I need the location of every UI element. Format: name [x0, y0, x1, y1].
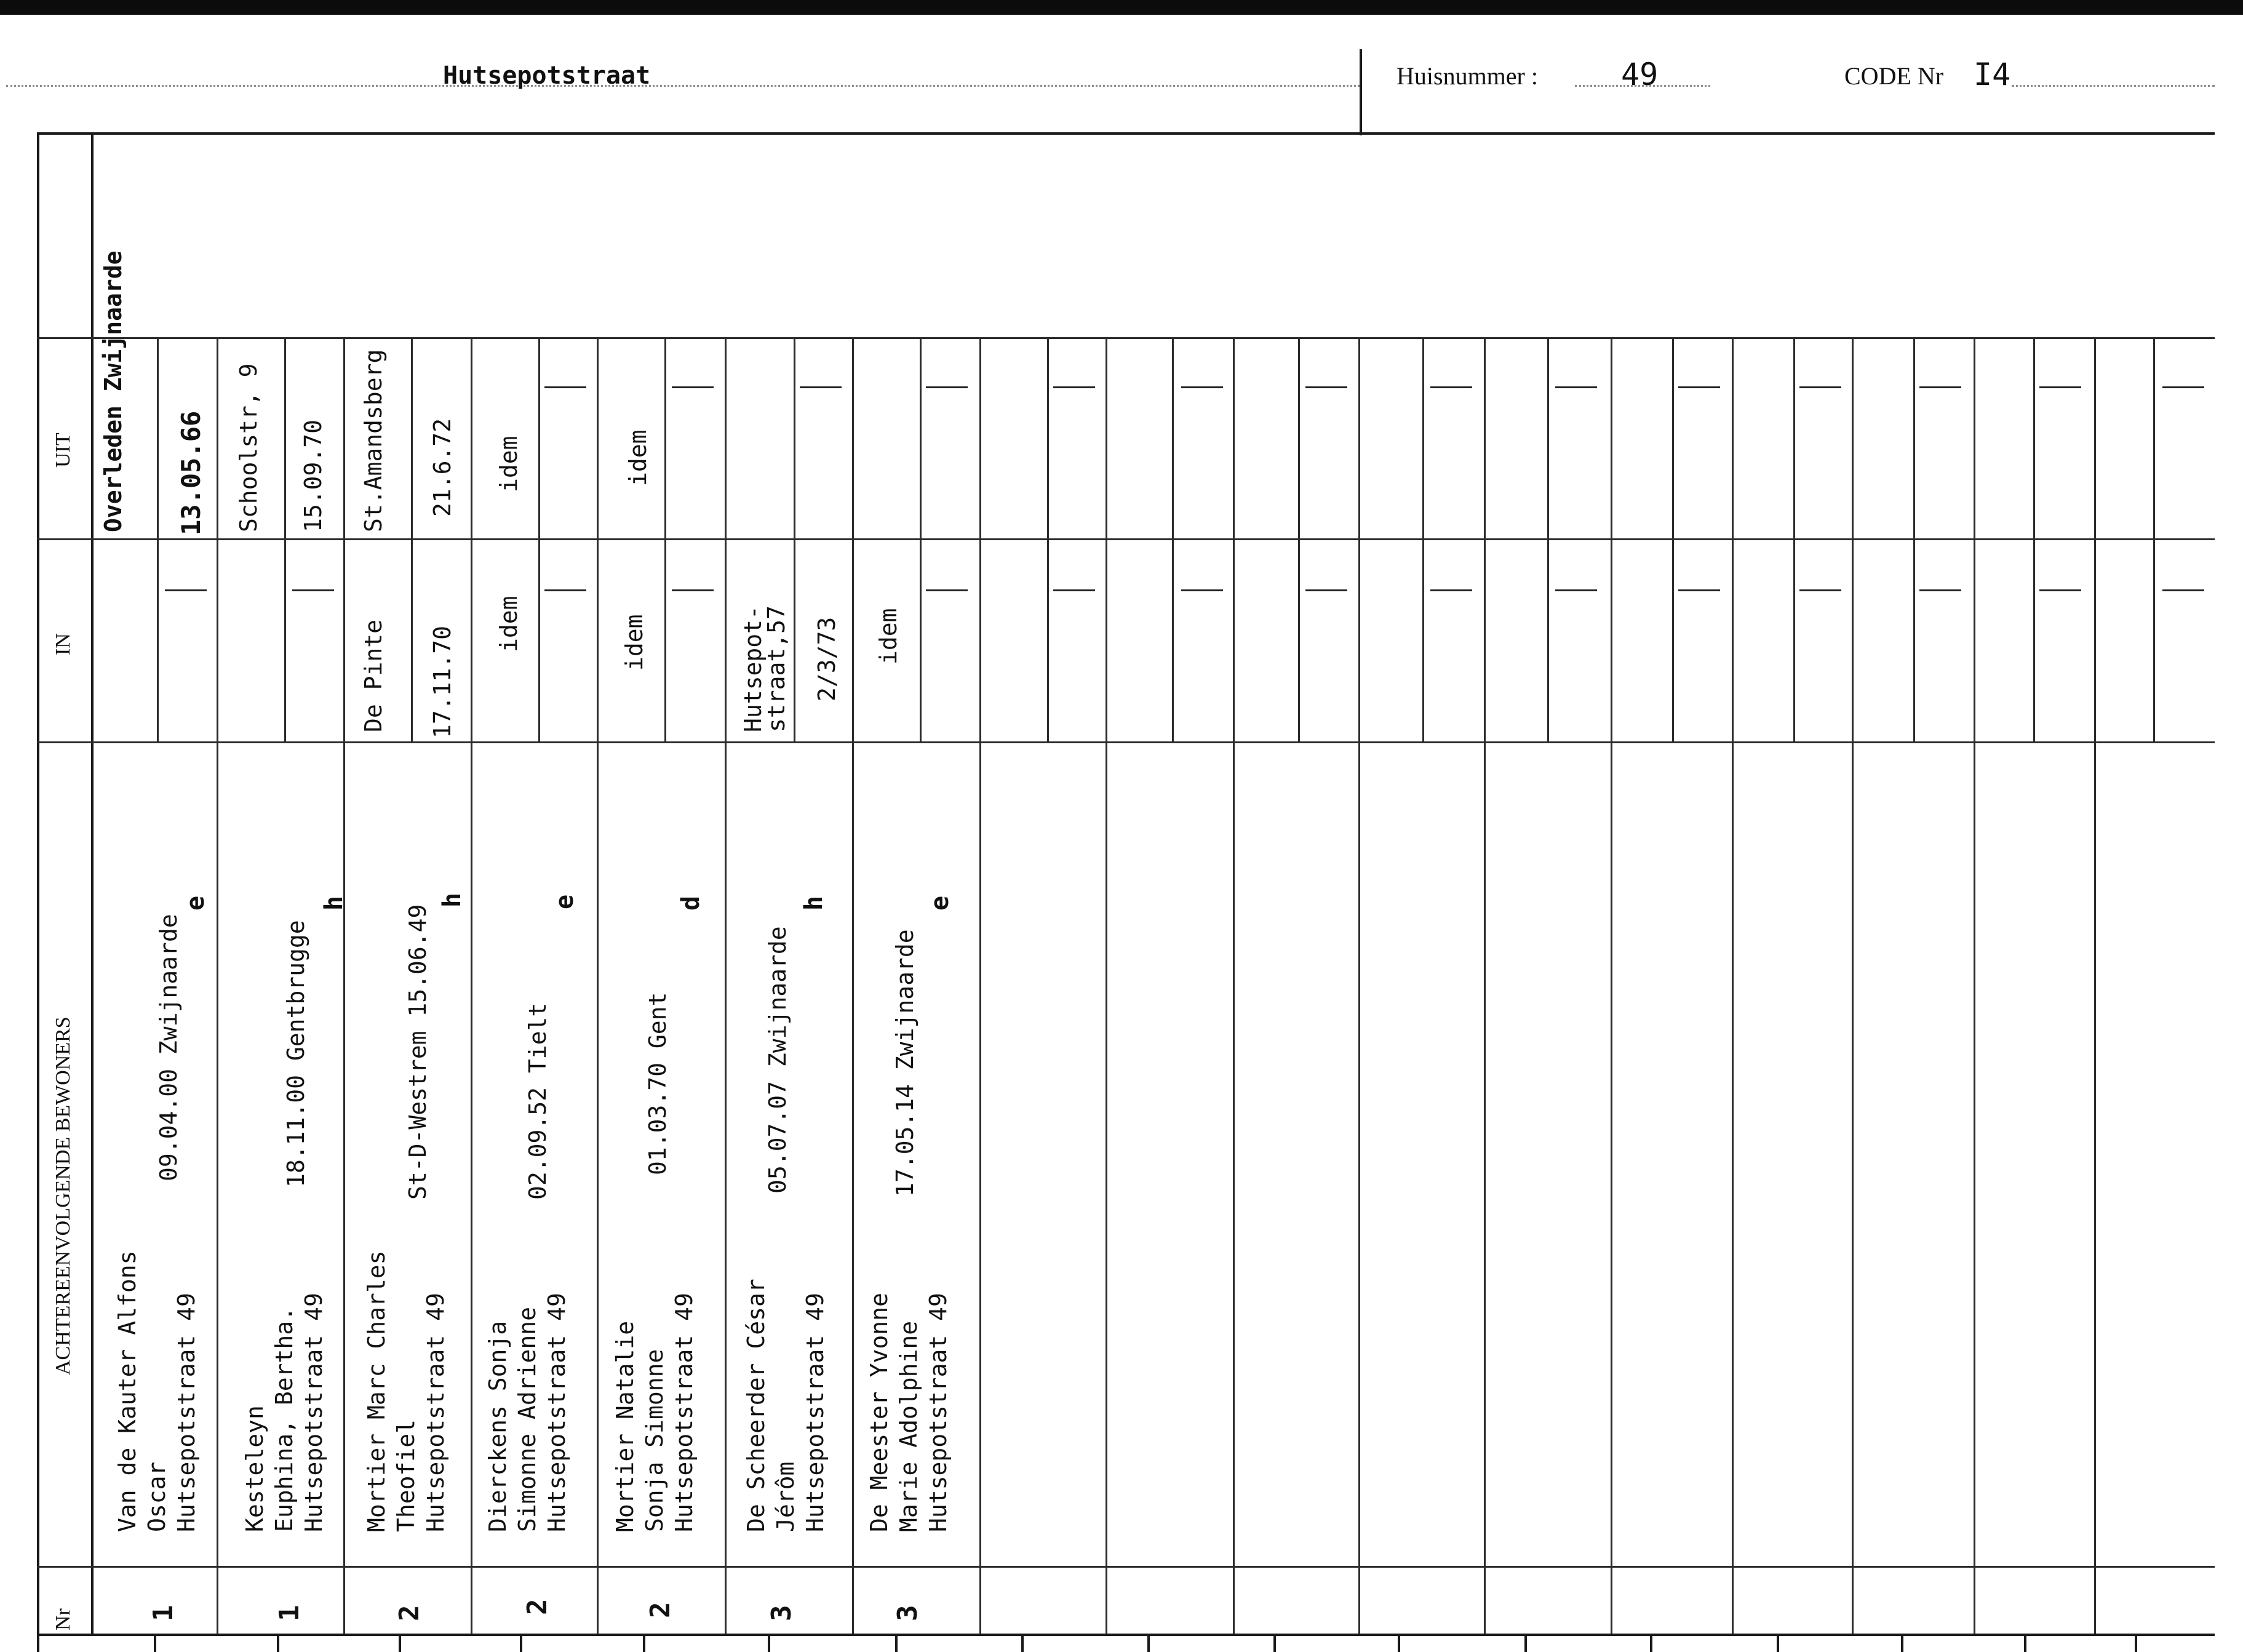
empty-dash — [1053, 386, 1095, 388]
empty-dash — [1430, 386, 1472, 388]
entry-7-letter: e — [926, 895, 954, 911]
uit-band-top — [37, 337, 2215, 339]
empty-dash — [292, 589, 334, 591]
bottom-tick — [2024, 1634, 2026, 1652]
empty-dash — [1678, 589, 1720, 591]
header-divider — [1360, 49, 1362, 135]
bottom-tick — [399, 1634, 401, 1652]
col-line — [1233, 337, 1235, 1634]
col-line — [2094, 337, 2096, 1634]
col-line — [1852, 337, 1854, 1634]
entry-7-resident — [867, 1293, 950, 1532]
col-line — [343, 337, 345, 1634]
entry-2-uit-date: 15.09.70 — [300, 419, 327, 532]
uit-column-label: UIT — [52, 433, 74, 468]
in-band-top — [37, 538, 2215, 540]
resident-given-names: Oscar — [143, 1461, 170, 1532]
resident-name: De Scheerder César — [743, 1279, 770, 1532]
entry-1-resident — [116, 1250, 198, 1532]
bottom-tick — [277, 1634, 279, 1652]
entry-4-uit-place: idem — [495, 436, 522, 492]
resident-name: Kesteleyn — [241, 1405, 268, 1532]
sub-col-line — [411, 337, 413, 741]
entry-1-uit-date: 13.05.66 — [176, 410, 206, 535]
entry-5-resident — [613, 1293, 696, 1532]
col-line — [725, 337, 727, 1634]
bottom-tick — [1021, 1634, 1024, 1652]
bottom-tick — [154, 1634, 156, 1652]
empty-dash — [2039, 386, 2081, 388]
nr-band-top — [37, 1566, 2215, 1568]
col-line — [1974, 337, 1975, 1634]
col-line — [979, 337, 981, 1634]
empty-dash — [672, 386, 714, 388]
entry-2-resident — [243, 1293, 325, 1532]
entry-4-in-place: idem — [495, 596, 522, 652]
top-edge-bar — [0, 0, 2243, 15]
entry-7-in-place: idem — [875, 608, 902, 664]
resident-given-names: Marie Adolphine — [895, 1320, 922, 1532]
resident-given-names: Simonne Adrienne — [514, 1306, 541, 1532]
label-column-divider — [91, 132, 94, 1634]
empty-dash — [926, 589, 968, 591]
frame-left-border — [37, 132, 39, 1634]
resident-address: Hutsepotstraat 49 — [802, 1293, 829, 1532]
bottom-tick — [1273, 1634, 1276, 1652]
sub-col-line — [1422, 337, 1424, 741]
sub-col-line — [1793, 337, 1795, 741]
empty-dash — [1799, 386, 1841, 388]
bottom-tick — [1398, 1634, 1400, 1652]
col-line — [1611, 337, 1612, 1634]
resident-address: Hutsepotstraat 49 — [671, 1293, 698, 1532]
entry-6-in-place: Hutsepot-straat,57 — [739, 605, 790, 732]
header-dotted-line — [6, 85, 1360, 87]
bottom-tick — [1524, 1634, 1527, 1652]
resident-address: Hutsepotstraat 49 — [925, 1293, 952, 1532]
entry-5-birth: 01.03.70 Gent — [644, 992, 671, 1175]
empty-dash — [2162, 386, 2204, 388]
empty-dash — [1919, 589, 1961, 591]
resident-given-names: Sonja Simonne — [641, 1349, 668, 1532]
resident-given-names: Jérôm — [772, 1461, 799, 1532]
bottom-tick — [895, 1634, 898, 1652]
nr-column-label: Nr — [52, 1608, 74, 1630]
entry-2-birth: 18.11.00 Gentbrugge — [282, 920, 309, 1187]
sub-col-line — [1547, 337, 1549, 741]
entry-1-letter: e — [181, 895, 210, 911]
bottom-tick — [1777, 1634, 1779, 1652]
house-number-label: Huisnummer : — [1396, 62, 1538, 90]
empty-dash — [2162, 589, 2204, 591]
entry-3-letter: h — [438, 892, 466, 908]
entry-5-uit-place: idem — [624, 429, 651, 486]
entry-6-letter: h — [800, 895, 828, 911]
empty-dash — [1305, 589, 1347, 591]
empty-dash — [1181, 589, 1223, 591]
resident-name: Dierckens Sonja — [484, 1320, 511, 1532]
resident-address: Hutsepotstraat 49 — [543, 1293, 570, 1532]
entry-1-birth: 09.04.00 Zwijnaarde — [155, 914, 182, 1181]
sub-col-line — [284, 337, 286, 741]
entry-3-in-date: 17.11.70 — [429, 625, 456, 738]
entry-4-birth: 02.09.52 Tielt — [524, 1002, 551, 1200]
frame-top-border — [37, 132, 2215, 135]
entry-5-in-place: idem — [621, 614, 648, 671]
residents-column-label: ACHTEREENVOLGENDE BEWONERS — [52, 1016, 74, 1375]
bottom-tick — [768, 1634, 770, 1652]
empty-dash — [1053, 589, 1095, 591]
sub-col-line — [920, 337, 922, 741]
entry-2-uit-place: Schoolstr, 9 — [235, 363, 262, 532]
house-number-dots — [1575, 85, 1710, 87]
col-line — [1106, 337, 1107, 1634]
entry-4-nr: 2 — [522, 1598, 553, 1615]
sub-col-line — [664, 337, 666, 741]
entry-3-uit-place: St.Amandsberg — [360, 349, 387, 532]
bottom-tick — [2135, 1634, 2137, 1652]
empty-dash — [1555, 386, 1597, 388]
entry-3-nr: 2 — [394, 1605, 425, 1621]
bottom-tick — [520, 1634, 522, 1652]
bottom-tick — [1147, 1634, 1150, 1652]
entry-6-birth: 05.07.07 Zwijnaarde — [764, 926, 791, 1194]
empty-dash — [1919, 386, 1961, 388]
resident-address: Hutsepotstraat 49 — [422, 1293, 449, 1532]
sub-col-line — [538, 337, 540, 741]
code-value: I4 — [1974, 57, 2011, 92]
entry-6-in-date: 2/3/73 — [813, 617, 840, 701]
sub-col-line — [1047, 337, 1049, 741]
col-line — [1484, 337, 1486, 1634]
sub-col-line — [157, 337, 159, 741]
sub-col-line — [1172, 337, 1174, 741]
street-name: Hutsepotstraat — [443, 62, 651, 90]
col-line — [217, 337, 218, 1634]
resident-name: Mortier Marc Charles — [363, 1250, 390, 1532]
resident-name: Mortier Natalie — [612, 1320, 639, 1532]
bottom-tick — [643, 1634, 645, 1652]
col-line — [1732, 337, 1734, 1634]
entry-7-nr: 3 — [892, 1605, 923, 1621]
resident-name: De Meester Yvonne — [866, 1293, 893, 1532]
entry-1-uit-place: Overleden Zwijnaarde — [100, 250, 127, 532]
empty-dash — [544, 386, 586, 388]
bottom-tick — [37, 1634, 39, 1652]
entry-1-nr: 1 — [148, 1605, 179, 1621]
entry-3-resident — [365, 1250, 447, 1532]
empty-dash — [1799, 589, 1841, 591]
entry-3-in-place: De Pinte — [360, 619, 387, 732]
resident-given-names: Theofiel — [392, 1419, 420, 1532]
col-line — [852, 337, 854, 1634]
col-line — [597, 337, 599, 1634]
entry-7-birth: 17.05.14 Zwijnaarde — [891, 929, 918, 1197]
entry-2-nr: 1 — [274, 1605, 305, 1621]
empty-dash — [1555, 589, 1597, 591]
empty-dash — [800, 386, 842, 388]
entry-6-resident — [744, 1279, 827, 1532]
resident-given-names: Euphina, Bertha. — [271, 1306, 298, 1532]
house-number-value: 49 — [1621, 57, 1659, 92]
empty-dash — [672, 589, 714, 591]
bottom-tick — [1901, 1634, 1903, 1652]
empty-dash — [1181, 386, 1223, 388]
sub-col-line — [2153, 337, 2155, 741]
sub-col-line — [1298, 337, 1300, 741]
resident-address: Hutsepotstraat 49 — [300, 1293, 327, 1532]
empty-dash — [165, 589, 207, 591]
sub-col-line — [1672, 337, 1674, 741]
entry-2-letter: h — [320, 895, 348, 911]
entry-5-letter: d — [677, 895, 705, 911]
col-line — [1358, 337, 1360, 1634]
empty-dash — [2039, 589, 2081, 591]
residents-band-top — [37, 741, 2215, 743]
entry-5-nr: 2 — [645, 1602, 676, 1618]
entry-6-nr: 3 — [766, 1605, 797, 1621]
sub-col-line — [1913, 337, 1915, 741]
frame-bottom-border — [37, 1634, 2215, 1636]
code-dots — [2012, 85, 2215, 87]
entry-4-resident — [486, 1293, 568, 1532]
code-label: CODE Nr — [1844, 62, 1944, 90]
resident-name: Van de Kauter Alfons — [114, 1250, 141, 1532]
empty-dash — [1678, 386, 1720, 388]
col-line — [471, 337, 472, 1634]
empty-dash — [1305, 386, 1347, 388]
in-column-label: IN — [52, 633, 74, 655]
empty-dash — [926, 386, 968, 388]
bottom-tick — [1650, 1634, 1652, 1652]
sub-col-line — [2033, 337, 2035, 741]
entry-4-letter: e — [551, 894, 579, 909]
entry-3-birth: St-D-Westrem 15.06.49 — [404, 904, 431, 1200]
entry-3-uit-date: 21.6.72 — [429, 418, 456, 517]
sub-col-line — [794, 337, 795, 741]
resident-address: Hutsepotstraat 49 — [173, 1293, 200, 1532]
empty-dash — [1430, 589, 1472, 591]
empty-dash — [544, 589, 586, 591]
